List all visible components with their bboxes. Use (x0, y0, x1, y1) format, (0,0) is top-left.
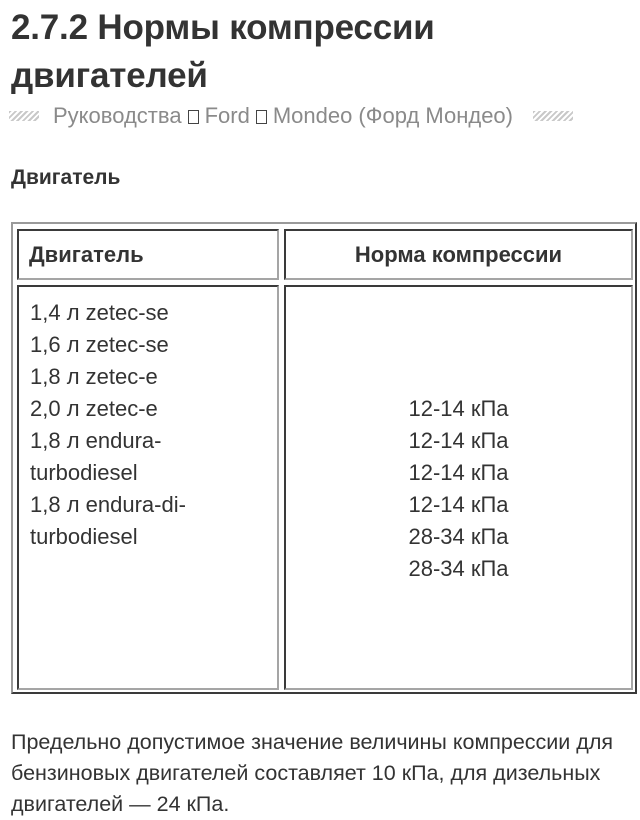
breadcrumb-link-guides[interactable]: Руководства (53, 103, 182, 128)
column-header-norm: Норма компрессии (284, 229, 633, 280)
engine-item: 1,8 л endura-turbodiesel (30, 428, 162, 485)
breadcrumb (9, 101, 631, 131)
norm-item: 12-14 кПа (408, 460, 509, 485)
norm-item: 12-14 кПа (408, 396, 509, 421)
engine-item: 1,8 л endura-di-turbodiesel (30, 492, 186, 549)
norm-item: 12-14 кПа (408, 492, 509, 517)
norm-item: 12-14 кПа (408, 428, 509, 453)
engine-item: 1,4 л zetec-se (30, 300, 169, 325)
engine-item: 1,8 л zetec-e (30, 364, 158, 389)
breadcrumb-link-ford[interactable]: Ford (204, 103, 250, 128)
square-separator-icon (188, 110, 199, 124)
engine-item: 2,0 л zetec-e (30, 396, 158, 421)
engine-cell (17, 285, 279, 690)
footnote-paragraph: Предельно допустимое значение величины компрессии для бензиновых двигателей составляет 10 кПа, для дизельных двигателей — 24 кПа. (11, 730, 614, 816)
compression-table (11, 222, 637, 694)
norm-item: 28-34 кПа (408, 556, 509, 581)
norm-list (286, 393, 631, 585)
section-heading: Двигатель (11, 166, 121, 189)
hatch-decoration-right (533, 111, 573, 121)
page-title: 2.7.2 Нормы компрессии двигателей (11, 8, 435, 95)
square-separator-icon (256, 110, 267, 124)
norm-item: 28-34 кПа (408, 524, 509, 549)
breadcrumb-link-mondeo[interactable]: Mondeo (Форд Мондео) (272, 103, 513, 128)
column-header-engine: Двигатель (17, 229, 279, 280)
norm-cell (284, 285, 633, 690)
engine-list (30, 297, 220, 553)
hatch-decoration-left (9, 111, 39, 121)
engine-item: 1,6 л zetec-se (30, 332, 169, 357)
